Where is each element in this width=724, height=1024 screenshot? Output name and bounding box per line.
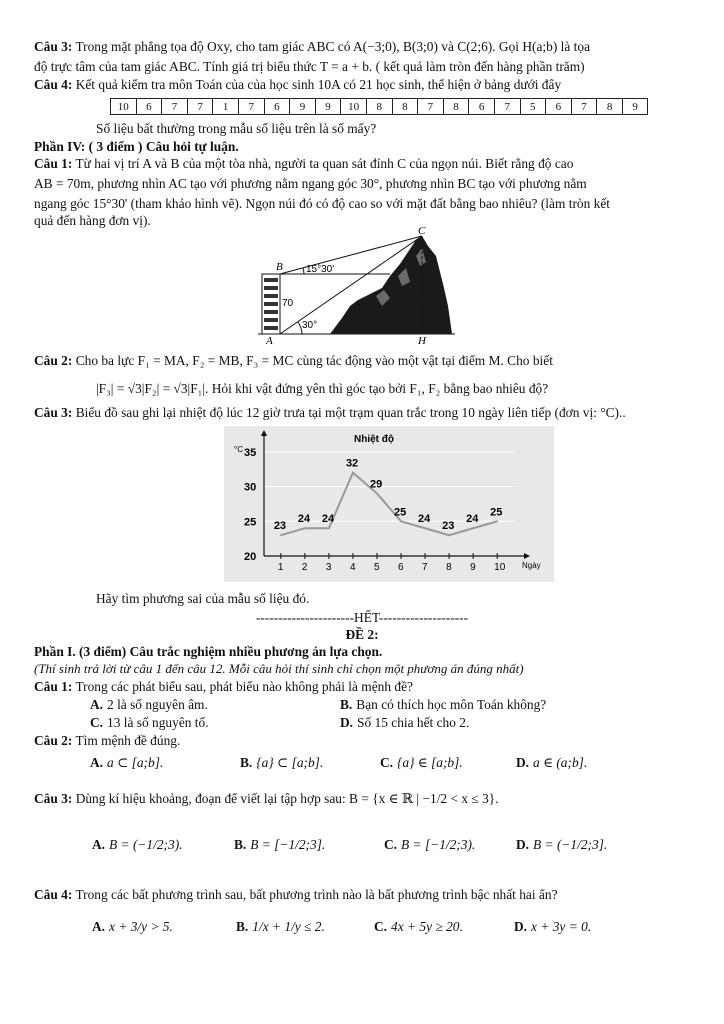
data-point xyxy=(400,520,402,522)
data-label: 24 xyxy=(418,513,431,526)
option-text: a ⊂ [a;b]. xyxy=(107,755,164,770)
q4-question: Số liệu bất thường trong mẫu số liệu trên là số mấy? xyxy=(96,121,377,136)
option-key: C. xyxy=(384,837,398,852)
data-label: 29 xyxy=(369,478,383,491)
score-cell: 1 xyxy=(213,99,239,115)
score-cell: 7 xyxy=(187,99,213,115)
chart-xlabel: Ngày xyxy=(522,561,541,570)
de2-q1-option-d[interactable] xyxy=(340,714,469,731)
label-angle-a: 30° xyxy=(302,320,318,331)
score-cell: 9 xyxy=(290,99,316,115)
score-cell: 8 xyxy=(597,99,623,115)
mountain-figure xyxy=(250,226,460,344)
score-cell: 9 xyxy=(315,99,341,115)
temperature-chart xyxy=(224,426,554,582)
label-h: H xyxy=(418,335,426,344)
score-cell: 8 xyxy=(443,99,469,115)
de2-q4-label: Câu 4: xyxy=(34,887,73,902)
de2-q1-option-a[interactable] xyxy=(90,696,208,713)
option-text: 2 là số nguyên âm. xyxy=(107,697,208,712)
option-text: B = [−1/2;3). xyxy=(401,837,476,852)
option-key: A. xyxy=(90,755,104,770)
de2-q2-option-a[interactable] xyxy=(90,754,163,771)
option-text: B = (−1/2;3). xyxy=(109,837,183,852)
option-text: 13 là số nguyên tố. xyxy=(107,715,209,730)
data-label: 32 xyxy=(345,457,359,470)
score-table xyxy=(110,98,648,115)
y-tick-label: 30 xyxy=(244,481,257,494)
angle-b-arc xyxy=(303,268,304,274)
score-cell: 6 xyxy=(264,99,290,115)
de2-q4 xyxy=(34,886,706,903)
part4-q1-line3: ngang góc 15°30' (tham khảo hình vẽ). Ngọn núi đó có độ cao so với mặt đất bằng bao nhiêu? (làm tròn kết xyxy=(34,196,611,211)
option-key: D. xyxy=(340,715,354,730)
part4-q3-text: Biểu đồ sau ghi lại nhiệt độ lúc 12 giờ trưa tại một trạm quan trắc trong 10 ngày liên tiếp (đơn vị: °C).. xyxy=(75,405,626,420)
de2-q2-option-b[interactable] xyxy=(240,754,323,771)
option-key: D. xyxy=(516,755,530,770)
data-label: 24 xyxy=(321,513,335,526)
option-key: A. xyxy=(92,919,106,934)
x-tick-label: 10 xyxy=(494,562,506,573)
label-c: C xyxy=(418,226,426,237)
de2-q3-option-b[interactable] xyxy=(234,836,325,853)
option-text: x + 3y = 0. xyxy=(531,919,592,934)
data-label: 24 xyxy=(297,513,311,526)
option-key: A. xyxy=(90,697,104,712)
de2-q3-label: Câu 3: xyxy=(34,791,73,806)
data-point xyxy=(376,493,378,495)
y-tick-label: 35 xyxy=(244,446,257,459)
de2-note: (Thí sinh trả lời từ câu 1 đến câu 12. Mỗi câu hỏi thí sinh chỉ chọn một phương án đúng nhất) xyxy=(34,661,524,676)
q3-line2: độ trực tâm của tam giác ABC. Tính giá trị biểu thức T = a + b. ( kết quả làm tròn đến hàng phần trăm) xyxy=(34,59,585,74)
data-point xyxy=(304,527,306,529)
de2-q1-text: Trong các phát biểu sau, phát biểu nào không phải là mệnh đề? xyxy=(75,679,413,694)
option-text: 1/x + 1/y ≤ 2. xyxy=(252,919,325,934)
part4-q2-text1: Cho ba lực F₁ = MA, F₂ = MB, F₃ = MC cùng tác động vào một vật tại điểm M. Cho biết xyxy=(75,353,553,368)
part4-q3-line xyxy=(34,404,706,421)
x-tick-label: 8 xyxy=(446,562,452,573)
score-cell: 6 xyxy=(469,99,495,115)
de2-q2 xyxy=(34,732,706,749)
data-label: 25 xyxy=(394,506,407,519)
de2-q3-text: Dùng kí hiệu khoảng, đoạn để viết lại tập hợp sau: B = {x ∈ ℝ | −1/2 < x ≤ 3}. xyxy=(75,791,499,806)
part4-q1-line2: AB = 70m, phương nhìn AC tạo với phương nằm ngang góc 30°, phương nhìn BC tạo với phương nằm xyxy=(34,176,587,191)
option-key: C. xyxy=(374,919,388,934)
de2-part1: Phần I. (3 điểm) Câu trắc nghiệm nhiều phương án lựa chọn. xyxy=(34,644,383,659)
de2-q2-text: Tìm mệnh đề đúng. xyxy=(75,733,181,748)
data-point xyxy=(448,534,450,536)
x-tick-label: 2 xyxy=(301,562,308,573)
option-text: {a} ∈ [a;b]. xyxy=(397,755,463,770)
de2-q4-option-d[interactable] xyxy=(514,918,591,935)
score-cell: 8 xyxy=(392,99,418,115)
de2-q4-option-b[interactable] xyxy=(236,918,325,935)
chart-title: Nhiệt độ xyxy=(354,434,394,445)
end-marker: ----------------------HẾT-------------------- xyxy=(255,610,469,625)
option-text: {a} ⊂ [a;b]. xyxy=(256,755,324,770)
part4-q1-line4: quả đến hàng đơn vị). xyxy=(34,213,151,228)
option-key: C. xyxy=(90,715,104,730)
option-key: B. xyxy=(234,837,247,852)
data-point xyxy=(328,527,330,529)
score-cell: 5 xyxy=(520,99,546,115)
q3-label: Câu 3: xyxy=(34,39,73,54)
part4-q1-line1 xyxy=(34,155,706,172)
option-key: B. xyxy=(240,755,253,770)
de2-q4-option-c[interactable] xyxy=(374,918,463,935)
de2-q1-label: Câu 1: xyxy=(34,679,73,694)
de2-q1 xyxy=(34,678,706,695)
de2-heading: ĐỀ 2: xyxy=(345,627,379,642)
option-key: C. xyxy=(380,755,394,770)
de2-q2-option-c[interactable] xyxy=(380,754,463,771)
option-key: B. xyxy=(236,919,249,934)
q4-text: Kết quả kiểm tra môn Toán của của học sinh 10A có 21 học sinh, thể hiện ở bảng dưới đây xyxy=(75,77,562,92)
q3-text-line1: Trong mặt phẳng tọa độ Oxy, cho tam giác ABC có A(−3;0), B(3;0) và C(2;6). Gọi H(a;b) là tọa xyxy=(75,39,591,54)
data-label: 23 xyxy=(273,520,287,533)
option-key: D. xyxy=(516,837,530,852)
x-tick-label: 7 xyxy=(422,562,428,573)
score-row xyxy=(111,99,648,115)
option-key: B. xyxy=(340,697,353,712)
data-point xyxy=(496,520,498,522)
score-cell: 6 xyxy=(546,99,572,115)
option-text: a ∈ (a;b]. xyxy=(533,755,588,770)
x-tick-label: 4 xyxy=(349,562,356,573)
score-cell: 7 xyxy=(571,99,597,115)
de2-q4-option-a[interactable] xyxy=(92,918,173,935)
chart-background xyxy=(224,426,554,582)
option-text: 4x + 5y ≥ 20. xyxy=(391,919,463,934)
option-text: Số 15 chia hết cho 2. xyxy=(357,715,470,730)
de2-q3-option-d[interactable] xyxy=(516,836,607,853)
score-cell: 7 xyxy=(494,99,520,115)
x-tick-label: 3 xyxy=(325,562,332,573)
x-tick-label: 1 xyxy=(277,562,284,573)
option-text: B = (−1/2;3]. xyxy=(533,837,608,852)
part4-q2-line2: |F₃| = √3|F₂| = √3|F₁|. Hỏi khi vật đứng yên thì góc tạo bởi F₁, F₂ bằng bao nhiêu độ? xyxy=(96,381,549,396)
part4-q2-label: Câu 2: xyxy=(34,353,73,368)
score-cell: 7 xyxy=(162,99,188,115)
label-height: 70 xyxy=(282,298,294,309)
q4-label: Câu 4: xyxy=(34,77,73,92)
data-point xyxy=(280,534,282,536)
data-point xyxy=(352,472,354,474)
mountain xyxy=(330,236,452,334)
y-tick-label: 25 xyxy=(244,516,257,529)
q3-line1 xyxy=(34,38,706,55)
part4-heading: Phần IV: ( 3 điểm ) Câu hỏi tự luận. xyxy=(34,139,239,154)
option-key: A. xyxy=(92,837,106,852)
chart-ylabel: °C xyxy=(234,445,243,454)
de2-q1-option-b[interactable] xyxy=(340,696,546,713)
q4-line xyxy=(34,76,706,93)
data-point xyxy=(424,527,426,529)
data-label: 23 xyxy=(442,520,455,533)
part4-q1-text1: Từ hai vị trí A và B của một tòa nhà, người ta quan sát đỉnh C của ngọn núi. Biết rằng độ cao xyxy=(75,156,574,171)
de2-q1-option-c[interactable] xyxy=(90,714,209,731)
label-angle-b: 15°30' xyxy=(306,264,335,275)
de2-q3-option-a[interactable] xyxy=(92,836,183,853)
data-label: 25 xyxy=(490,506,503,519)
score-cell: 8 xyxy=(366,99,392,115)
score-cell: 9 xyxy=(622,99,648,115)
option-key: D. xyxy=(514,919,528,934)
part4-q3-label: Câu 3: xyxy=(34,405,73,420)
de2-q3 xyxy=(34,790,706,807)
de2-q4-text: Trong các bất phương trình sau, bất phương trình nào là bất phương trình bậc nhất hai ẩn? xyxy=(75,887,558,902)
data-point xyxy=(472,527,474,529)
part4-q3-question: Hãy tìm phương sai của mẫu số liệu đó. xyxy=(96,591,310,606)
score-cell: 6 xyxy=(136,99,162,115)
option-text: Bạn có thích học môn Toán không? xyxy=(356,697,547,712)
de2-q2-label: Câu 2: xyxy=(34,733,73,748)
label-b: B xyxy=(276,261,283,273)
score-cell: 10 xyxy=(111,99,137,115)
part4-q2-line1 xyxy=(34,352,706,369)
score-cell: 7 xyxy=(238,99,264,115)
x-tick-label: 6 xyxy=(398,562,404,573)
option-text: x + 3/y > 5. xyxy=(109,919,173,934)
x-tick-label: 5 xyxy=(373,562,380,573)
de2-q2-option-d[interactable] xyxy=(516,754,587,771)
option-text: B = [−1/2;3]. xyxy=(250,837,326,852)
part4-q1-label: Câu 1: xyxy=(34,156,73,171)
de2-q3-option-c[interactable] xyxy=(384,836,475,853)
y-tick-label: 20 xyxy=(244,551,257,563)
score-cell: 10 xyxy=(341,99,367,115)
data-label: 24 xyxy=(466,513,479,526)
score-cell: 7 xyxy=(418,99,444,115)
label-a: A xyxy=(266,335,273,344)
x-tick-label: 9 xyxy=(470,562,476,573)
